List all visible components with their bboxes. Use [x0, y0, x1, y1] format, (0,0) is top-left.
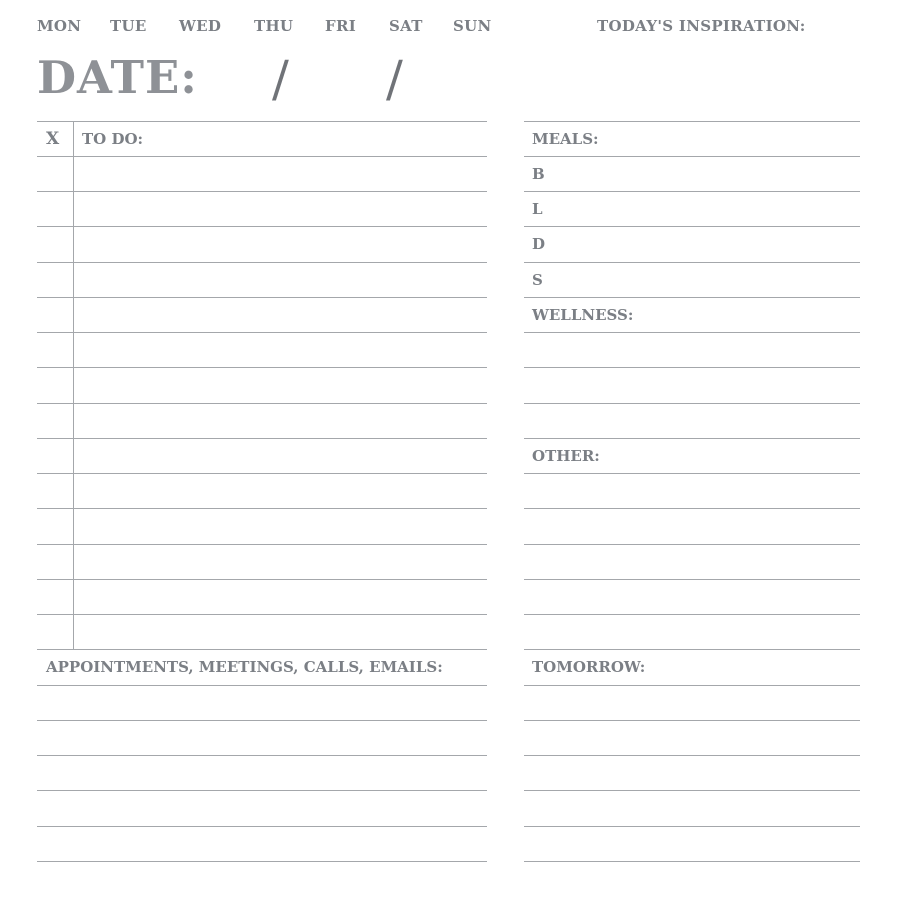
wellness-line[interactable]	[524, 404, 860, 438]
rule-line	[524, 121, 860, 122]
todo-task-field[interactable]	[74, 474, 484, 508]
other-header: OTHER:	[532, 447, 600, 465]
todo-checkbox[interactable]	[38, 615, 72, 649]
weekday-fri[interactable]: FRI	[325, 17, 357, 35]
todo-row	[37, 580, 487, 615]
todo-task-field[interactable]	[74, 615, 484, 649]
appointments-line[interactable]	[37, 686, 487, 720]
rule-line	[37, 861, 487, 862]
todo-row	[37, 227, 487, 262]
todo-checkbox[interactable]	[38, 157, 72, 191]
wellness-line[interactable]	[524, 368, 860, 402]
other-line[interactable]	[524, 509, 860, 543]
todo-checkbox[interactable]	[38, 227, 72, 261]
weekday-mon[interactable]: MON	[37, 17, 82, 35]
todo-task-field[interactable]	[74, 157, 484, 191]
meal-field-breakfast[interactable]	[554, 157, 854, 191]
wellness-line[interactable]	[524, 333, 860, 367]
meal-row-snack	[524, 263, 860, 298]
inspiration-field[interactable]	[524, 45, 860, 117]
todo-row	[37, 333, 487, 368]
date-label: DATE:	[37, 51, 198, 104]
meal-field-lunch[interactable]	[554, 192, 854, 226]
weekday-sat[interactable]: SAT	[389, 17, 423, 35]
todo-row	[37, 439, 487, 474]
todo-task-field[interactable]	[74, 192, 484, 226]
other-line[interactable]	[524, 474, 860, 508]
todo-task-field[interactable]	[74, 580, 484, 614]
weekday-wed[interactable]: WED	[179, 17, 222, 35]
rule-line	[524, 649, 860, 650]
todo-checkbox[interactable]	[38, 333, 72, 367]
tomorrow-line[interactable]	[524, 721, 860, 755]
todo-row	[37, 404, 487, 439]
date-separator-1: /	[272, 50, 289, 108]
appointments-header: APPOINTMENTS, MEETINGS, CALLS, EMAILS:	[46, 658, 443, 676]
rule-line	[524, 861, 860, 862]
todo-checkbox[interactable]	[38, 474, 72, 508]
meal-row-lunch	[524, 192, 860, 227]
todo-check-header: X	[46, 129, 60, 149]
todo-row	[37, 192, 487, 227]
todo-row	[37, 263, 487, 298]
date-day-field[interactable]	[302, 55, 382, 105]
meal-label-snack: S	[532, 271, 543, 289]
todo-checkbox[interactable]	[38, 580, 72, 614]
weekday-thu[interactable]: THU	[254, 17, 294, 35]
weekday-tue[interactable]: TUE	[110, 17, 147, 35]
todo-checkbox[interactable]	[38, 439, 72, 473]
appointments-line[interactable]	[37, 791, 487, 825]
meal-row-dinner	[524, 227, 860, 262]
todo-task-field[interactable]	[74, 298, 484, 332]
todo-row	[37, 368, 487, 403]
weekday-sun[interactable]: SUN	[453, 17, 492, 35]
todo-row	[37, 474, 487, 509]
date-month-field[interactable]	[200, 55, 270, 105]
rule-line	[524, 438, 860, 439]
todo-task-field[interactable]	[74, 263, 484, 297]
meal-label-dinner: D	[532, 235, 546, 253]
tomorrow-header: TOMORROW:	[532, 658, 646, 676]
other-line[interactable]	[524, 580, 860, 614]
todo-checkbox[interactable]	[38, 509, 72, 543]
meal-field-snack[interactable]	[554, 263, 854, 297]
todo-checkbox[interactable]	[38, 545, 72, 579]
wellness-header: WELLNESS:	[532, 306, 634, 324]
tomorrow-line[interactable]	[524, 686, 860, 720]
todo-row	[37, 509, 487, 544]
tomorrow-line[interactable]	[524, 756, 860, 790]
tomorrow-line[interactable]	[524, 791, 860, 825]
todo-task-field[interactable]	[74, 333, 484, 367]
appointments-line[interactable]	[37, 827, 487, 861]
inspiration-label: TODAY'S INSPIRATION:	[597, 17, 806, 35]
todo-header: TO DO:	[82, 130, 144, 148]
todo-row	[37, 545, 487, 580]
appointments-line[interactable]	[37, 721, 487, 755]
meal-field-dinner[interactable]	[554, 227, 854, 261]
other-line[interactable]	[524, 545, 860, 579]
date-year-field[interactable]	[416, 55, 486, 105]
todo-checkbox[interactable]	[38, 192, 72, 226]
meals-header: MEALS:	[532, 130, 599, 148]
todo-checkbox[interactable]	[38, 298, 72, 332]
todo-task-field[interactable]	[74, 439, 484, 473]
tomorrow-line[interactable]	[524, 827, 860, 861]
todo-checkbox[interactable]	[38, 368, 72, 402]
meal-row-breakfast	[524, 157, 860, 192]
meal-label-lunch: L	[532, 200, 543, 218]
todo-task-field[interactable]	[74, 368, 484, 402]
todo-task-field[interactable]	[74, 227, 484, 261]
appointments-line[interactable]	[37, 756, 487, 790]
todo-row	[37, 157, 487, 192]
todo-task-field[interactable]	[74, 545, 484, 579]
todo-task-field[interactable]	[74, 404, 484, 438]
todo-task-field[interactable]	[74, 509, 484, 543]
todo-checkbox[interactable]	[38, 404, 72, 438]
rule-line	[37, 121, 487, 122]
other-line[interactable]	[524, 615, 860, 649]
meal-label-breakfast: B	[532, 165, 545, 183]
todo-row	[37, 298, 487, 333]
todo-row	[37, 615, 487, 650]
date-separator-2: /	[386, 50, 403, 108]
todo-checkbox[interactable]	[38, 263, 72, 297]
